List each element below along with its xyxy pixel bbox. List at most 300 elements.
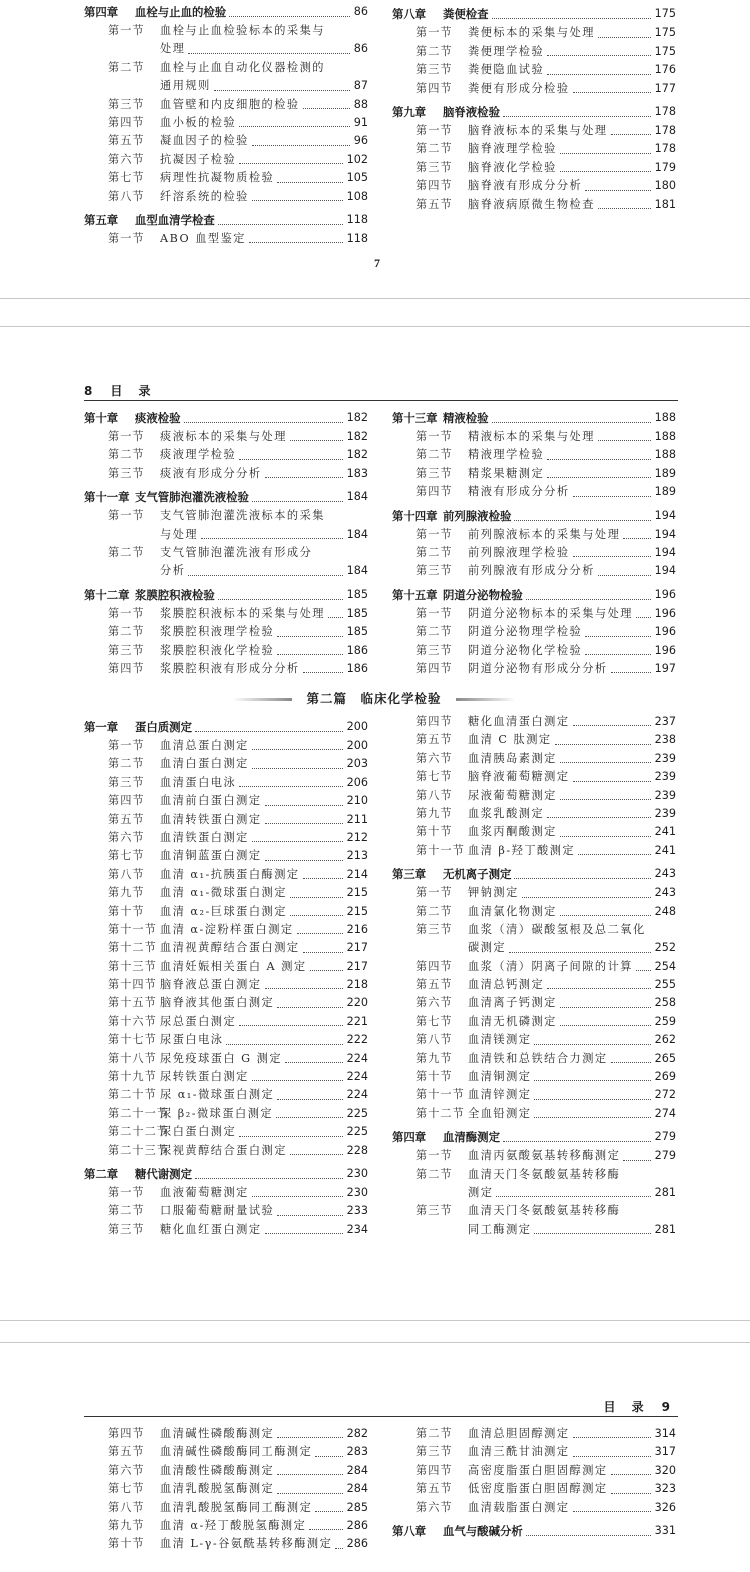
leader-dots [492,422,651,423]
leader-dots [239,126,350,127]
leader-dots [310,970,343,971]
page-ref: 317 [655,1443,676,1461]
leader-dots [277,1474,343,1475]
chapter-number: 第十二章 [84,585,130,605]
section-title: 血清天门冬氨酸氨基转移酶 [468,1202,620,1220]
leader-dots [514,878,651,879]
toc-column-left-lower [84,713,368,1239]
page-ref: 262 [655,1031,676,1049]
page-ref: 186 [347,642,368,660]
chapter-number: 第八章 [392,4,426,24]
section-number: 第七节 [108,1480,145,1498]
leader-dots [585,190,651,191]
section-number: 第四节 [108,660,145,678]
section-number: 第七节 [108,169,145,187]
leader-dots [611,1062,651,1063]
toc-chapter-entry [392,864,676,884]
toc-section-entry [392,1425,676,1443]
toc-section-entry [84,1480,368,1498]
section-number: 第五节 [416,731,453,749]
page-ref: 194 [655,562,676,580]
leader-dots [195,1178,343,1179]
page-ref: 215 [347,884,368,902]
toc-chapter-entry [84,717,368,737]
section-number: 第四节 [416,177,453,195]
page-ref: 185 [347,585,368,605]
toc-section-entry [84,230,368,248]
toc-section-entry [392,1050,676,1068]
section-title: 分析 [160,562,185,580]
page-ref: 230 [347,1164,368,1184]
toc-section-entry [84,1221,368,1239]
page-ref: 286 [347,1517,368,1535]
section-number: 第二节 [108,544,145,562]
page-ref: 265 [655,1050,676,1068]
section-title: 血浆（清）阴离子间隙的计算 [468,958,633,976]
toc-chapter-entry [84,585,368,605]
leader-dots [560,799,651,800]
toc-section-entry [392,43,676,61]
section-title: 血清 α₁-微球蛋白测定 [160,884,287,902]
leader-dots [534,1080,651,1081]
section-title: 精浆果糖测定 [468,465,544,483]
toc-section-entry [392,713,676,731]
chapter-number: 第十五章 [392,585,438,605]
toc-section-entry [84,1031,368,1049]
section-number: 第三节 [108,642,145,660]
leader-dots [249,242,343,243]
leader-dots [578,854,651,855]
section-number: 第二节 [416,1425,453,1443]
section-title: 血清胰岛素测定 [468,750,557,768]
page-ref: 211 [347,811,368,829]
toc-section-entry [84,1068,368,1086]
section-title: 血清碱性磷酸酶同工酶测定 [160,1443,312,1461]
toc-section-entry [84,1142,368,1160]
leader-dots [555,744,651,745]
section-title: 血栓与止血自动化仪器检测的 [160,59,325,77]
section-number: 第四节 [416,713,453,731]
leader-dots [623,538,651,539]
page-ref: 175 [655,24,676,42]
leader-dots [547,74,651,75]
chapter-number: 第四章 [392,1127,426,1147]
toc-section-entry [84,1499,368,1517]
page-ref: 182 [347,408,368,428]
section-number: 第十一节 [108,921,157,939]
section-title: 前列腺液标本的采集与处理 [468,526,620,544]
section-title: 血清离子钙测定 [468,994,557,1012]
section-number: 第五节 [108,1443,145,1461]
toc-section-entry [392,446,676,464]
section-title: 粪便标本的采集与处理 [468,24,595,42]
section-number: 第二节 [416,43,453,61]
section-title: 血清铜蓝蛋白测定 [160,847,262,865]
page-ref: 279 [655,1147,676,1165]
toc-section-entry [392,1202,676,1220]
chapter-number: 第十一章 [84,487,130,507]
chapter-number: 第八章 [392,1521,426,1541]
toc-section-entry [392,842,676,860]
page-ref: 286 [347,1535,368,1553]
section-number: 第三节 [416,562,453,580]
page-ref: 118 [347,230,368,248]
section-title: 尿转铁蛋白测定 [160,1068,249,1086]
section-title: 低密度脂蛋白胆固醇测定 [468,1480,608,1498]
page-ref: 105 [347,169,368,187]
section-number: 第二十节 [108,1086,157,1104]
toc-section-entry [84,774,368,792]
leader-dots [534,1044,651,1045]
section-title: 病理性抗凝物质检验 [160,169,274,187]
toc-column-left [84,0,368,248]
page-ref: 200 [347,737,368,755]
leader-dots [265,805,343,806]
leader-dots [303,878,343,879]
toc-section-entry [84,921,368,939]
section-title: 脑脊液葡萄糖测定 [468,768,570,786]
page-ref: 177 [655,80,676,98]
page-ref: 182 [347,428,368,446]
section-title: 抗凝因子检验 [160,151,236,169]
toc-section-entry [84,22,368,40]
chapter-title: 血气与酸碱分析 [443,1521,523,1541]
leader-dots [252,145,350,146]
page-ref: 255 [655,976,676,994]
page-ref: 180 [655,177,676,195]
leader-dots [560,762,651,763]
section-title: 钾钠测定 [468,884,519,902]
section-number: 第十三节 [108,958,157,976]
section-title: 纤溶系统的检验 [160,188,249,206]
toc-section-entry [84,96,368,114]
toc-section-entry [84,1517,368,1535]
leader-dots [534,1117,651,1118]
leader-dots [218,599,343,600]
page-ref: 239 [655,768,676,786]
part-title-bar-left [232,698,292,701]
leader-dots [534,1099,651,1100]
toc-section-entry [392,562,676,580]
page-ref: 86 [354,2,368,22]
page-ref: 254 [655,958,676,976]
toc-section-continuation [84,562,368,580]
section-title: 脑脊液理学检验 [468,140,557,158]
section-number: 第三节 [416,1202,453,1220]
page-ref: 326 [655,1499,676,1517]
chapter-title: 痰液检验 [135,408,181,428]
section-title: 血清铜测定 [468,1068,531,1086]
leader-dots [265,477,343,478]
section-number: 第十一节 [416,1086,465,1104]
chapter-title: 阴道分泌物检验 [443,585,523,605]
section-number: 第一节 [416,428,453,446]
leader-dots [636,617,651,618]
leader-dots [184,422,343,423]
section-number: 第二节 [416,903,453,921]
toc-section-entry [392,958,676,976]
section-title: 脑脊液化学检验 [468,159,557,177]
toc-section-entry [84,866,368,884]
page-ref: 188 [655,428,676,446]
page-ref: 225 [347,1123,368,1141]
part-title-text: 第二篇 临床化学检验 [306,691,441,706]
leader-dots [636,970,651,971]
section-title: 血清铁蛋白测定 [160,829,249,847]
page-ref: 216 [347,921,368,939]
toc-section-entry [392,605,676,623]
toc-column-right [392,404,676,678]
leader-dots [547,817,651,818]
header-page-number: 9 [662,1400,676,1414]
leader-dots [188,53,350,54]
section-number: 第一节 [416,605,453,623]
leader-dots [214,90,350,91]
toc-section-entry [84,737,368,755]
section-number: 第四节 [416,1462,453,1480]
page-ref: 221 [347,1013,368,1031]
leader-dots [560,171,651,172]
leader-dots [496,1196,651,1197]
leader-dots [309,1529,343,1530]
leader-dots [547,988,651,989]
section-number: 第二节 [416,1166,453,1184]
section-title: 浆膜腔积液理学检验 [160,623,274,641]
section-title: 口服葡萄糖耐量试验 [160,1202,274,1220]
toc-section-entry [392,768,676,786]
page-ref: 248 [655,903,676,921]
toc-chapter-entry [392,585,676,605]
section-title: 精液有形成分分析 [468,483,570,501]
page-ref: 118 [347,210,368,230]
section-title: 血浆丙酮酸测定 [468,823,557,841]
toc-section-continuation [84,526,368,544]
toc-section-entry [84,446,368,464]
section-number: 第四节 [416,660,453,678]
section-number: 第九节 [108,1517,145,1535]
section-title: 精液标本的采集与处理 [468,428,595,446]
leader-dots [328,617,343,618]
page-ref: 279 [655,1127,676,1147]
leader-dots [560,836,651,837]
toc-column-right-lower [392,713,676,1239]
page-ref: 88 [354,96,368,114]
leader-dots [573,1456,651,1457]
toc-section-entry [392,1499,676,1517]
section-number: 第一节 [416,884,453,902]
section-number: 第六节 [416,750,453,768]
section-number: 第十节 [108,1535,145,1553]
toc-section-entry [392,1013,676,1031]
page-ref: 237 [655,713,676,731]
chapter-number: 第十三章 [392,408,438,428]
section-title: 尿总蛋白测定 [160,1013,236,1031]
section-number: 第八节 [108,1499,145,1517]
page-ref: 284 [347,1480,368,1498]
page-ref: 188 [655,408,676,428]
page-ref: 281 [655,1184,676,1202]
header-rule [84,400,678,401]
section-number: 第十二节 [108,939,157,957]
leader-dots [598,37,651,38]
page-ref: 91 [354,114,368,132]
toc-section-entry [392,903,676,921]
section-title: 血清视黄醇结合蛋白测定 [160,939,300,957]
page-ref: 284 [347,1462,368,1480]
section-title: 血清总胆固醇测定 [468,1425,570,1443]
toc-section-entry [392,884,676,902]
header-rule [84,1416,678,1417]
page-ref: 200 [347,717,368,737]
leader-dots [573,556,651,557]
leader-dots [252,200,343,201]
section-title: 血清妊娠相关蛋白 A 测定 [160,958,307,976]
page-ref: 239 [655,750,676,768]
section-title: 全血铅测定 [468,1105,531,1123]
toc-section-entry [392,921,676,939]
toc-section-entry [392,642,676,660]
section-number: 第三节 [108,1221,145,1239]
leader-dots [560,153,651,154]
toc-section-entry [84,792,368,810]
section-title: 尿视黄醇结合蛋白测定 [160,1142,287,1160]
section-number: 第六节 [416,994,453,1012]
section-number: 第二节 [416,544,453,562]
toc-section-entry [84,1184,368,1202]
section-title: 粪便有形成分检验 [468,80,570,98]
leader-dots [201,538,343,539]
page-ref: 323 [655,1480,676,1498]
toc-section-entry [392,1462,676,1480]
toc-section-entry [392,805,676,823]
section-number: 第三节 [416,642,453,660]
toc-section-entry [392,159,676,177]
leader-dots [252,768,343,769]
section-title: 痰液标本的采集与处理 [160,428,287,446]
leader-dots [252,501,343,502]
section-number: 第二节 [416,446,453,464]
section-title: 脑脊液标本的采集与处理 [468,122,608,140]
toc-section-entry [84,939,368,957]
page-ref: 188 [655,446,676,464]
section-number: 第八节 [416,787,453,805]
section-title: 测定 [468,1184,493,1202]
section-title: 血清丙氨酸氨基转移酶测定 [468,1147,620,1165]
section-number: 第十二节 [416,1105,465,1123]
section-number: 第十四节 [108,976,157,994]
chapter-title: 血清酶测定 [443,1127,500,1147]
leader-dots [239,163,343,164]
section-title: 血清 α₂-巨球蛋白测定 [160,903,287,921]
leader-dots [560,1007,651,1008]
leader-dots [503,1141,651,1142]
toc-section-continuation [392,1221,676,1239]
section-title: 与处理 [160,526,198,544]
leader-dots [509,952,651,953]
section-title: 浆膜腔积液有形成分分析 [160,660,300,678]
leader-dots [252,749,343,750]
section-title: ABO 血型鉴定 [160,230,246,248]
leader-dots [611,134,651,135]
section-number: 第六节 [108,1462,145,1480]
section-title: 碳测定 [468,939,506,957]
page-ref: 331 [655,1521,676,1541]
section-number: 第二十一节 [108,1105,169,1123]
toc-chapter-entry [392,1127,676,1147]
section-number: 第四节 [108,792,145,810]
page-ref: 222 [347,1031,368,1049]
section-number: 第九节 [108,884,145,902]
chapter-number: 第四章 [84,2,118,22]
leader-dots [492,18,651,19]
toc-page-8 [0,326,750,1321]
section-number: 第十节 [416,1068,453,1086]
section-number: 第二节 [416,140,453,158]
part-title-bar-right [456,698,516,701]
toc-section-entry [392,483,676,501]
toc-section-entry [84,847,368,865]
page-ref: 239 [655,787,676,805]
leader-dots [585,636,651,637]
section-number: 第五节 [416,196,453,214]
leader-dots [290,1154,343,1155]
section-number: 第一节 [416,24,453,42]
page-ref: 238 [655,731,676,749]
toc-column-left [84,404,368,678]
section-number: 第九节 [416,805,453,823]
section-number: 第二节 [416,623,453,641]
page-ref: 194 [655,506,676,526]
page-ref: 196 [655,585,676,605]
section-number: 第四节 [108,114,145,132]
section-number: 第一节 [108,605,145,623]
toc-chapter-entry [84,210,368,230]
toc-section-entry [392,1147,676,1165]
toc-chapter-entry [84,487,368,507]
page-ref: 210 [347,792,368,810]
toc-section-entry [84,976,368,994]
chapter-title: 精液检验 [443,408,489,428]
chapter-title: 血型血清学检查 [135,210,215,230]
page-ref: 175 [655,43,676,61]
leader-dots [526,1535,651,1536]
leader-dots [265,860,343,861]
page-ref: 283 [347,1443,368,1461]
page-ref: 269 [655,1068,676,1086]
leader-dots [285,1062,343,1063]
section-title: 血清镁测定 [468,1031,531,1049]
section-number: 第三节 [416,1443,453,1461]
page-ref: 194 [655,544,676,562]
toc-section-entry [84,811,368,829]
section-title: 前列腺液理学检验 [468,544,570,562]
page-ref: 196 [655,605,676,623]
header-label: 目 录 [603,1400,649,1414]
section-title: 精液理学检验 [468,446,544,464]
section-number: 第一节 [108,507,145,525]
section-number: 第十一节 [416,842,465,860]
section-title: 阴道分泌物有形成分分析 [468,660,608,678]
page-ref: 213 [347,847,368,865]
section-title: 脑脊液总蛋白测定 [160,976,262,994]
section-number: 第四节 [416,80,453,98]
leader-dots [611,1474,651,1475]
chapter-title: 支气管肺泡灌洗液检验 [135,487,249,507]
page-ref: 314 [655,1425,676,1443]
section-number: 第三节 [108,774,145,792]
leader-dots [547,459,651,460]
section-title: 处理 [160,40,185,58]
